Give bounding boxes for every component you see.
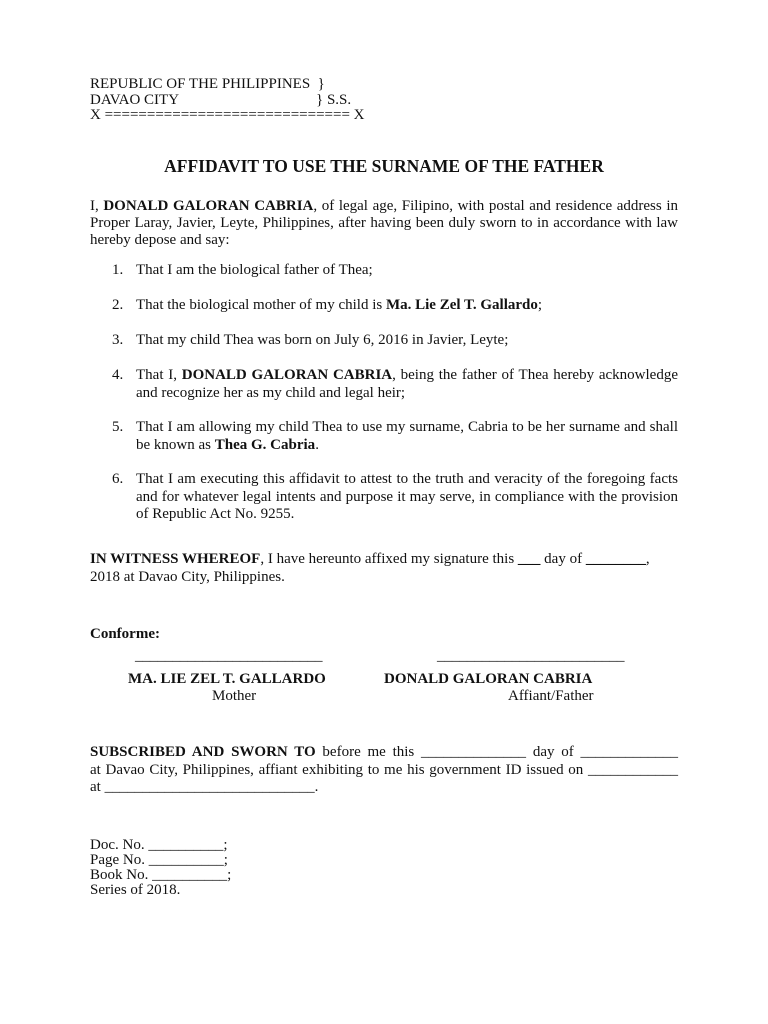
id-issue-place-blank: ____________________________ xyxy=(104,779,315,796)
affiant-signatory-role: Affiant/Father xyxy=(508,688,594,705)
series-line: Series of 2018. xyxy=(90,881,181,898)
child-new-name: Thea G. Cabria xyxy=(214,436,316,453)
opening-line-3: hereby depose and say: xyxy=(90,231,230,248)
list-item-5 xyxy=(90,419,678,454)
affiant-signature-line: _________________________ xyxy=(437,648,625,664)
list-item-line-1: That I am executing this affidavit to attest to the truth and veracity of the foregoing facts xyxy=(136,471,678,488)
book-number-line xyxy=(90,868,231,883)
list-item-6 xyxy=(90,471,678,524)
list-item-text xyxy=(136,419,678,454)
list-item-text-post: . xyxy=(315,436,319,453)
jurat-text: day of xyxy=(526,744,581,761)
attestation-text: , I have hereunto affixed my signature this xyxy=(260,551,518,568)
venue-ss-marker: } S.S. xyxy=(316,91,352,108)
jurat-text: before me this xyxy=(315,744,422,761)
opening-line-2: Proper Laray, Javier, Leyte, Philippines, after having been duly sworn to in accordance with law xyxy=(90,214,678,231)
opening-line-1 xyxy=(90,198,678,215)
list-item-line-1 xyxy=(136,367,678,385)
book-number-blank: __________; xyxy=(152,866,232,883)
list-item-text xyxy=(136,367,678,402)
id-issue-date-blank: ____________ xyxy=(588,761,678,778)
list-item-line-3: of Republic Act No. 9255. xyxy=(136,506,295,523)
attestation-text: , xyxy=(645,551,650,568)
document-title: AFFIDAVIT TO USE THE SURNAME OF THE FATHER xyxy=(164,156,604,176)
jurat-text: at xyxy=(90,779,105,796)
conforme-label: Conforme: xyxy=(90,626,160,643)
list-item-line-2 xyxy=(136,437,678,455)
opening-paragraph xyxy=(90,198,678,249)
jurat-paragraph xyxy=(90,744,678,797)
affiant-signatory-name: DONALD GALORAN CABRIA xyxy=(384,671,593,688)
jurat-line-2 xyxy=(90,762,678,780)
jurat-text: at Davao City, Philippines, affiant exhibiting to me his government ID issued on xyxy=(90,761,588,778)
page-number-blank: __________; xyxy=(148,851,228,868)
venue-country: REPUBLIC OF THE PHILIPPINES } xyxy=(90,76,325,92)
list-number: 3. xyxy=(112,332,124,349)
day-blank: ___ xyxy=(517,551,541,568)
mother-name: Ma. Lie Zel T. Gallardo xyxy=(385,297,538,314)
doc-number-line xyxy=(90,838,231,853)
list-item-2 xyxy=(90,297,678,315)
list-item-3 xyxy=(90,332,678,350)
page-number-label: Page No. xyxy=(90,851,149,868)
attestation-line-1 xyxy=(90,551,678,569)
mother-signatory-name: MA. LIE ZEL T. GALLARDO xyxy=(128,671,326,688)
list-item-1 xyxy=(90,262,678,280)
list-item-line-2: and recognize her as my child and legal heir; xyxy=(136,384,406,401)
attestation-label: IN WITNESS WHEREOF xyxy=(90,551,261,568)
jurat-line-3 xyxy=(90,779,678,797)
venue-separator: X ============================= X xyxy=(90,107,365,123)
jurat-label: SUBSCRIBED AND SWORN TO xyxy=(90,744,316,761)
attestation-text: day of xyxy=(540,551,586,568)
mother-signature-line: _________________________ xyxy=(135,648,323,664)
opening-line-1-rest: , of legal age, Filipino, with postal and residence address in xyxy=(313,197,678,214)
book-number-label: Book No. xyxy=(90,866,153,883)
page-number-line xyxy=(90,853,231,868)
jurat-day-blank: ______________ xyxy=(421,744,527,761)
doc-number-label: Doc. No. xyxy=(90,836,149,853)
list-number: 6. xyxy=(112,471,124,488)
doc-number-blank: __________; xyxy=(148,836,228,853)
list-number: 5. xyxy=(112,419,124,436)
list-item-4 xyxy=(90,367,678,402)
father-name: DONALD GALORAN CABRIA xyxy=(181,367,393,384)
mother-signatory-role: Mother xyxy=(212,688,257,705)
list-item-text-post: ; xyxy=(537,297,543,314)
jurat-month-blank: _____________ xyxy=(580,744,679,761)
list-item-text xyxy=(136,297,678,315)
list-number: 1. xyxy=(112,262,124,279)
opening-pronoun: I, xyxy=(90,197,104,214)
list-item-text-post: , being the father of Thea hereby acknowledge xyxy=(392,367,678,384)
venue-city-line xyxy=(90,93,365,109)
list-item-text xyxy=(136,471,678,524)
list-number: 2. xyxy=(112,297,124,314)
list-item-text-pre: That the biological mother of my child is xyxy=(136,297,386,314)
list-item-line-1: That I am allowing my child Thea to use my surname, Cabria to be her surname and shall xyxy=(136,419,678,436)
month-blank: ________ xyxy=(585,551,646,568)
list-item-line-2: and for whatever legal intents and purpose it may serve, in compliance with the provision xyxy=(136,488,678,505)
list-item-text: That I am the biological father of Thea; xyxy=(136,262,373,279)
list-item-text-pre: That I, xyxy=(136,367,182,384)
affiant-name: DONALD GALORAN CABRIA xyxy=(103,197,314,214)
list-item-text-pre: be known as xyxy=(136,436,215,453)
jurat-line-1 xyxy=(90,744,678,762)
list-number: 4. xyxy=(112,367,124,384)
attestation-line-2: 2018 at Davao City, Philippines. xyxy=(90,568,285,585)
notarial-register xyxy=(90,838,231,898)
venue-header xyxy=(90,77,365,124)
venue-city: DAVAO CITY xyxy=(90,91,180,108)
attestation-paragraph xyxy=(90,551,678,586)
list-item-text: That my child Thea was born on July 6, 2016 in Javier, Leyte; xyxy=(136,332,509,349)
jurat-text: . xyxy=(314,779,319,796)
